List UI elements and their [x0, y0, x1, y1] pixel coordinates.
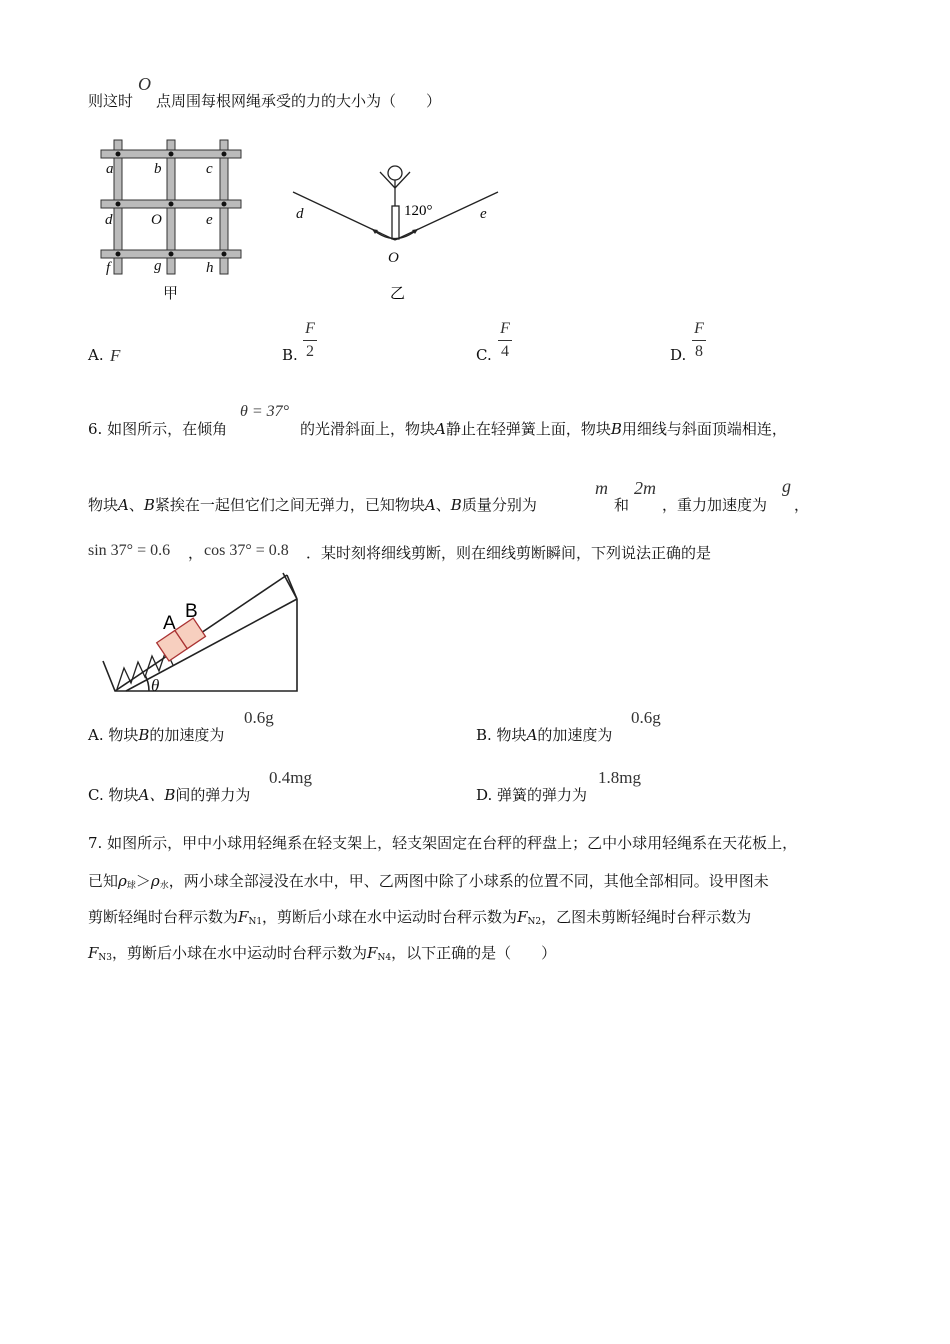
q5-option-b-fraction: [303, 320, 317, 361]
q6-line1-b: 的光滑斜面上，物块A静止在轻弹簧上面，物块B用细线与斜面顶端相连，: [300, 420, 787, 438]
fraction-numerator: F: [694, 320, 704, 337]
q6-line3: ．某时刻将细线剪断，则在细线剪断瞬间，下列说法正确的是: [306, 544, 712, 562]
theta-label: θ: [151, 676, 160, 695]
knot-dot: [116, 252, 121, 257]
net-label-h: h: [206, 260, 214, 276]
q5-option-a-value: F: [110, 346, 121, 365]
theta-arc: [145, 675, 149, 691]
q6-option-b-value: 0.6g: [631, 708, 661, 727]
figure-caption-yi: 乙: [390, 284, 406, 302]
fraction-denominator: 8: [695, 343, 703, 360]
net-label-o: O: [151, 212, 162, 228]
net-label-c: c: [206, 161, 213, 177]
person-legs: [392, 206, 399, 239]
figure-caption-jia: 甲: [163, 284, 179, 302]
q5-stem-text-b: 点周围每根网绳承受的力的大小为（ ）: [156, 92, 442, 110]
q5-option-d-letter[interactable]: D.: [670, 346, 687, 364]
fraction-numerator: F: [500, 320, 510, 337]
q6-option-d[interactable]: D. 弹簧的弹力为: [476, 786, 588, 804]
q6-option-a-value: 0.6g: [244, 708, 274, 727]
q6-option-c-value: 0.4mg: [269, 768, 312, 787]
q6-line2-e: ，重力加速度为: [662, 496, 768, 514]
q5-option-d-fraction: [692, 320, 706, 361]
block-a-label: A: [163, 613, 176, 634]
q7-line2: 已知$\rho_球>\rho_水$，两小球全部浸没在水中，甲、乙两图中除了小球系的位置不同，其他全部相同。设甲图未: [88, 872, 769, 891]
q6-comma: ，: [188, 544, 204, 562]
q6-mass-m: m: [595, 478, 608, 498]
net-label-b: b: [154, 161, 162, 177]
knot-dot: [222, 202, 227, 207]
block-b-label: B: [185, 601, 198, 622]
q6-mass-2m: 2m: [634, 478, 656, 498]
incline-figure: [95, 565, 310, 700]
q5-option-b-letter[interactable]: B.: [282, 346, 298, 364]
q6-line2-a: 物块A、B紧挨在一起但它们之间无弹力，已知物块A、B质量分别为: [88, 496, 537, 514]
knot-dot: [116, 152, 121, 157]
incline-top-edge: [283, 573, 297, 599]
q5-option-c-fraction: [498, 320, 512, 361]
fraction-denominator: 2: [306, 343, 314, 360]
q7-line3: 剪断轻绳时台秤示数为$F_{N1}$，剪断后小球在水中运动时台秤示数为$F_{N2}$，乙图未剪断轻绳时台秤示数为: [88, 908, 752, 927]
rope-label-d: d: [296, 206, 304, 222]
net-label-g: g: [154, 258, 162, 274]
knot-dot: [169, 152, 174, 157]
knot-dot: [169, 252, 174, 257]
q5-stem: [88, 90, 133, 111]
fraction-numerator: F: [305, 320, 315, 337]
angle-label: 120°: [404, 203, 433, 219]
net-label-a: a: [106, 161, 114, 177]
incline-base: [103, 599, 297, 691]
q6-cos: cos 37° = 0.8: [204, 542, 289, 559]
knot-dot: [222, 152, 227, 157]
rope-d-line: [293, 192, 395, 240]
net-v-figure: [290, 160, 505, 300]
fraction-denominator: 4: [501, 343, 509, 360]
knot-dot: [116, 202, 121, 207]
q5-o-symbol: O: [138, 74, 151, 94]
person-head: [388, 166, 402, 180]
q5-option-a-letter[interactable]: A.: [88, 346, 104, 364]
q6-theta-eq: θ = 37°: [240, 403, 290, 420]
q6-option-d-value: 1.8mg: [598, 768, 641, 787]
q5-option-c-letter[interactable]: C.: [476, 346, 492, 364]
q6-option-a[interactable]: A. 物块B的加速度为: [88, 726, 225, 744]
rope-label-e: e: [480, 206, 487, 222]
knot-dot: [222, 252, 227, 257]
q6-line2-f: ，: [794, 496, 810, 514]
net-label-e: e: [206, 212, 213, 228]
q5-stem-text-a: 则这时: [88, 92, 134, 110]
knot-dot: [169, 202, 174, 207]
q6-and: 和: [614, 496, 630, 514]
q6-option-b[interactable]: B. 物块A的加速度为: [476, 726, 613, 744]
q6-line1-a: 6. 如图所示，在倾角: [88, 420, 228, 438]
point-label-o: O: [388, 250, 399, 266]
net-grid-figure: [95, 140, 255, 310]
q6-sin: sin 37° = 0.6: [88, 542, 171, 559]
q6-option-c[interactable]: C. 物块A、B间的弹力为: [88, 786, 251, 804]
net-label-d: d: [105, 212, 113, 228]
q6-gravity-g: g: [782, 476, 791, 496]
net-label-f: f: [106, 260, 111, 276]
q7-line1: 7. 如图所示，甲中小球用轻绳系在轻支架上，轻支架固定在台秤的秤盘上；乙中小球用轻绳系在天花板上，: [88, 834, 798, 852]
q7-line4: $F_{N3}$，剪断后小球在水中运动时台秤示数为$F_{N4}$，以下正确的是（ ）: [88, 944, 557, 963]
